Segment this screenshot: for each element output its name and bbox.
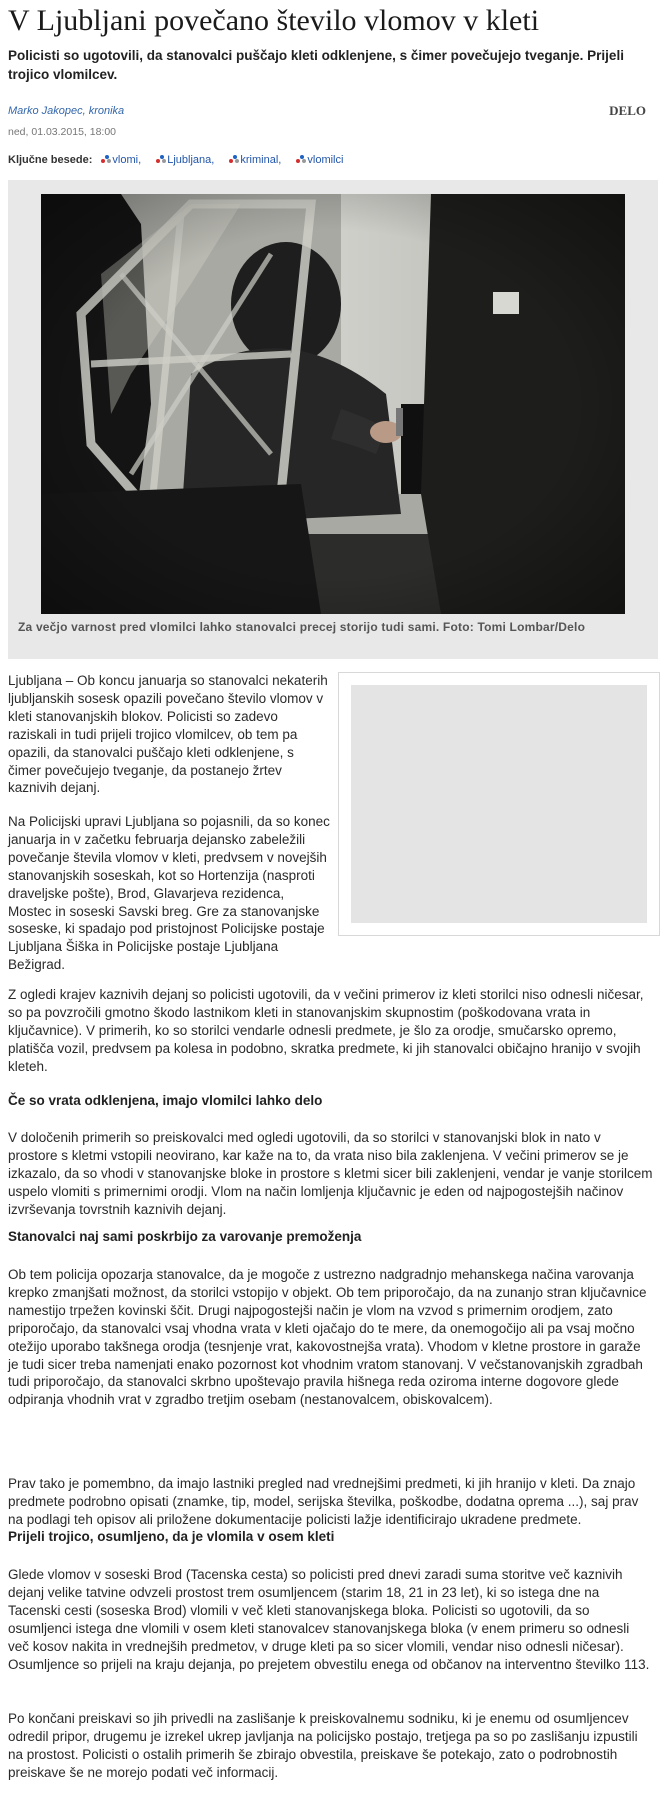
keyword-link[interactable]: vlomilci xyxy=(296,154,343,166)
keywords-label: Ključne besede: xyxy=(8,154,93,166)
paragraph: Glede vlomov v soseski Brod (Tacenska cesta) so policisti pred dnevi zaradi suma storitve več kaznivih dejanj velike tatvine odvzeli prostost trem osumljencem (starim 18, 21 in 23 let), ki so istega dne na Tacenski cesti (soseska Brod) vlomili v več kleti stanovanjskega bloka. Policisti so ugotovili, da so osumljenci istega dne vlomili v osem kleti stanovalcev stanovanjskega bloka (v enem primeru so odnesli več kosov nakita in vrednejših predmetov, v druge kleti pa so sicer vlomili, vendar niso odnesli ničesar). Osumljence so prijeli na kraju dejanja, po prejetem obvestilu enega od občanov na interventno številko 113. xyxy=(8,1567,650,1672)
article-lead: Policisti so ugotovili, da stanovalci puščajo kleti odklenjene, s čimer povečujejo tveganje. Prijeli trojico vlomilcev. xyxy=(8,48,624,82)
paragraph: Prav tako je pomembno, da imajo lastniki pregled nad vrednejšimi predmeti, ki jih hranijo v kleti. Da znajo predmete podrobno opisati (znamke, tip, model, serijska številka, poškodbe, dodatna oprema ...), saj prav na podlagi teh opisov ali priložene dokumentacije policisti lažje identificirajo ukradene predmete. xyxy=(8,1476,639,1527)
ad-slot xyxy=(351,685,647,923)
tag-dots-icon xyxy=(296,155,306,163)
keyword-link[interactable]: Ljubljana, xyxy=(156,154,214,166)
ad-placeholder[interactable] xyxy=(338,672,660,936)
photo-caption: Za večjo varnost pred vlomilci lahko stanovalci precej storijo tudi sami. Foto: Tomi Lombar/Delo xyxy=(18,620,586,634)
author-link[interactable]: Marko Jakopec, kronika xyxy=(8,105,125,117)
source-logo: DELO xyxy=(609,103,646,118)
section-heading: Stanovalci naj sami poskrbijo za varovanje premoženja xyxy=(8,1229,362,1244)
section-heading: Prijeli trojico, osumljeno, da je vlomila v osem kleti xyxy=(8,1529,335,1544)
tag-dots-icon xyxy=(229,155,239,163)
keywords-bar xyxy=(8,154,355,166)
tag-dots-icon xyxy=(101,155,111,163)
publish-date: ned, 01.03.2015, 18:00 xyxy=(8,126,117,138)
paragraph: V določenih primerih so preiskovalci med ogledi ugotovili, da so storilci v stanovanjski blok in nato v prostore s kletmi vstopili neovirano, kar kaže na to, da vrata niso bila zaklenjena. V večini primerov se je izkazalo, da so vhodi v stanovanjske bloke in prostore s kletmi sicer bili zaklenjeni, vendar je vanje storilcem uspelo vlomiti s primernimi orodji. Vlom na način lomljenja ključavnic je eden od najpogostejših načinov izvrševanja tovrstnih kaznivih dejanj. xyxy=(8,1130,653,1217)
article-photo[interactable] xyxy=(41,194,625,614)
keyword-link[interactable]: kriminal, xyxy=(229,154,281,166)
section-heading: Če so vrata odklenjena, imajo vlomilci lahko delo xyxy=(8,1093,323,1108)
paragraph: Na Policijski upravi Ljubljana so pojasnili, da so konec januarja in v začetku februarja dejansko zabeležili povečanje števila vlomov v kleti, predvsem v novejših stanovanjskih soseskah, kot so Hortenzija (nasproti draveljske pošte), Brod, Glavarjeva rezidenca, Mostec in soseski Savski breg. Gre za stanovanjske soseske, ki spadajo pod pristojnost Policijske postaje Ljubljana Šiška in Policijske postaje Ljubljana Bežigrad. xyxy=(8,814,330,973)
keyword-link[interactable]: vlomi, xyxy=(101,154,141,166)
tag-dots-icon xyxy=(156,155,166,163)
paragraph: Ob tem policija opozarja stanovalce, da je mogoče z ustrezno nadgradnjo mehanskega načina varovanja krepko zmanjšati možnost, da storilci vstopijo v objekt. Ob tem priporočajo, da na zunanjo stran ključavnice namestijo trpežen kovinski ščit. Drugi najpogostejši način je vlom na vzvod s primernim orodjem, zato priporočajo, da stanovalci vsaj vhodna vrata v kleti ojačajo do te mere, da onemogočijo ali pa vsaj močno otežijo uporabo takšnega orodja (tesnjenje vrat, kakovostnejša vrata). Vhodom v kletne prostore in garaže je tudi sicer treba namenjati enako pozornost kot vhodnim vratom stanovanj. V večstanovanjskih zgradbah tudi priporočajo, da stanovalci skrbno upoštevajo pravila hišnega reda oziroma interne dogovore glede odpiranja vhodnih vrat v zgradbo tretjim osebam (nestanovalcem, obiskovalcem). xyxy=(8,1267,647,1408)
paragraph: Po končani preiskavi so jih privedli na zaslišanje k preiskovalnemu sodniku, ki je enemu od osumljencev odredil pripor, drugemu je izrekel ukrep javljanja na policijsko postajo, tretjega pa so po zaslišanju izpustili na prostost. Policisti o ostalih primerih še zbirajo obvestila, preiskave še potekajo, zato o podrobnostih preiskave še ne morejo podati več informacij. xyxy=(8,1711,638,1780)
article-headline: V Ljubljani povečano število vlomov v kleti xyxy=(8,4,540,37)
article-figure xyxy=(8,180,658,659)
paragraph: Z ogledi krajev kaznivih dejanj so policisti ugotovili, da v večini primerov iz kleti storilci niso odnesli ničesar, so pa povzročili gmotno škodo lastnikom kleti in stanovanjskim skupnostim (poškodovana vrata in ključavnice). V primerih, ko so storilci vendarle odnesli predmete, je šlo za orodje, smučarsko opremo, platišča vozil, predvsem pa kolesa in podobno, skratka predmete, ki jih stanovalci običajno hranijo v svojih kleteh. xyxy=(8,987,644,1074)
paragraph: Ljubljana – Ob koncu januarja so stanovalci nekaterih ljubljanskih sosesk opazili povečano število vlomov v kleti stanovanjskih blokov. Policisti so zadevo raziskali in tudi prijeli trojico vlomilcev, ob tem pa opazili, da stanovalci puščajo kleti odklenjene, s čimer povečujejo tveganje, da postanejo žrtev kaznivih dejanj. xyxy=(8,673,328,796)
burglar-door-photo xyxy=(41,194,625,614)
